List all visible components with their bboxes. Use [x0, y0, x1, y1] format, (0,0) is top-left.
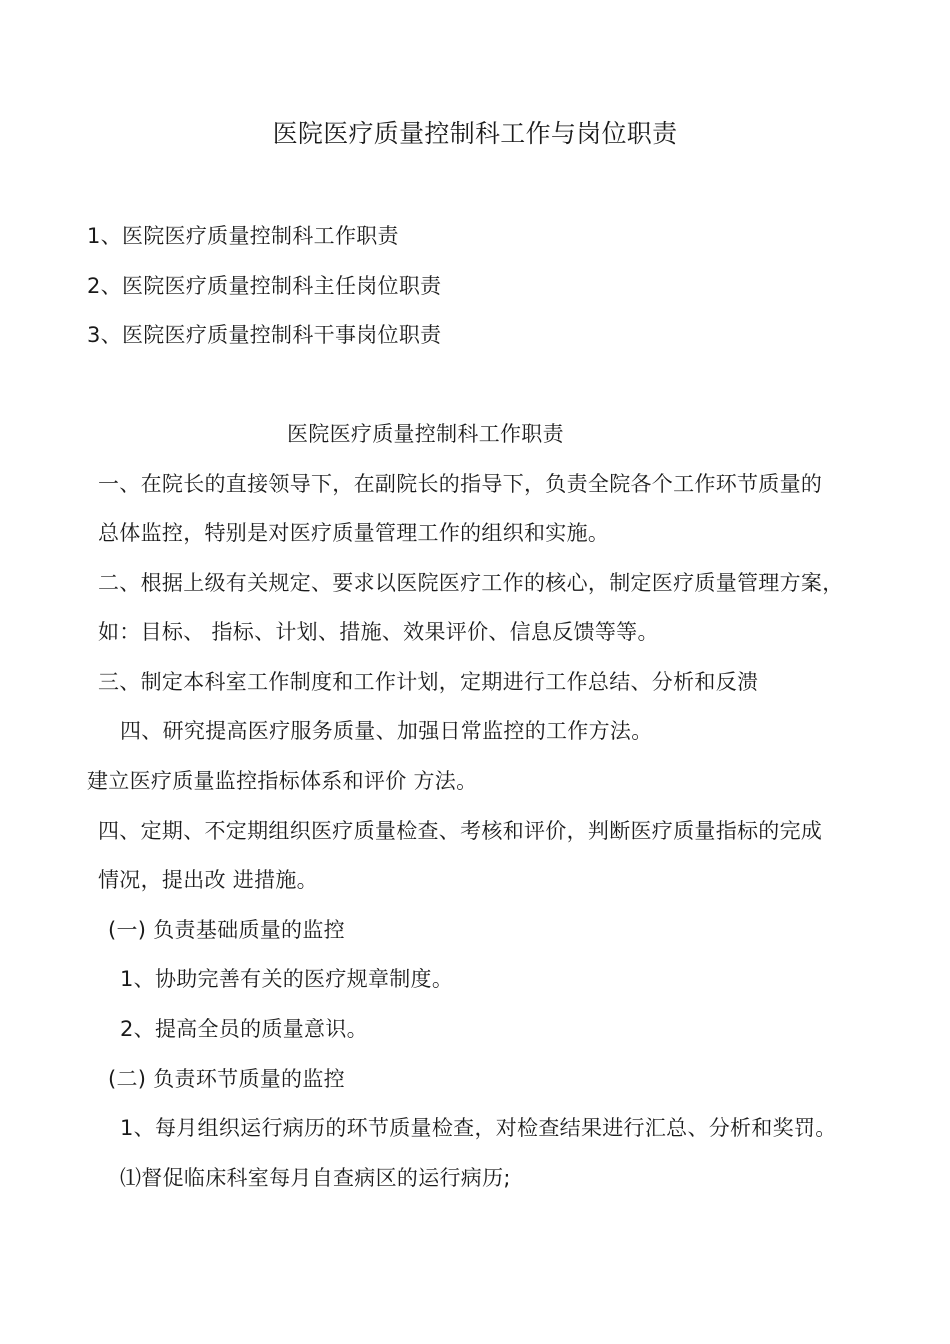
paragraph-line: 四、研究提高医疗服务质量、加强日常监控的工作方法。 [120, 719, 653, 743]
paragraph-line: 二、根据上级有关规定、要求以医院医疗工作的核心，制定医疗质量管理方案， [98, 571, 844, 595]
paragraph-line: 如：目标、 指标、计划、措施、效果评价、信息反馈等等。 [98, 620, 659, 644]
list-item: 2、提高全员的质量意识。 [120, 1017, 368, 1041]
document-title: 医院医疗质量控制科工作与岗位职责 [272, 119, 678, 148]
list-item: ⑴督促临床科室每月自查病区的运行病历; [120, 1166, 511, 1190]
toc-item-2: 2、医院医疗质量控制科主任岗位职责 [87, 274, 442, 298]
section-title: 医院医疗质量控制科工作职责 [287, 422, 564, 446]
toc-item-3: 3、医院医疗质量控制科干事岗位职责 [87, 323, 442, 347]
toc-item-1: 1、医院医疗质量控制科工作职责 [87, 224, 399, 248]
paragraph-line: 情况，提出改 进措施。 [98, 868, 318, 892]
paragraph-line: 一、在院长的直接领导下，在副院长的指导下，负责全院各个工作环节质量的 [98, 472, 823, 496]
list-item: 1、每月组织运行病历的环节质量检查，对检查结果进行汇总、分析和奖罚。 [120, 1116, 837, 1140]
paragraph-line: 四、定期、不定期组织医疗质量检查、考核和评价，判断医疗质量指标的完成 [98, 819, 823, 843]
subheading-line: (二) 负责环节质量的监控 [108, 1067, 345, 1091]
paragraph-line: 建立医疗质量监控指标体系和评价 方法。 [87, 769, 478, 793]
list-item: 1、协助完善有关的医疗规章制度。 [120, 967, 454, 991]
paragraph-line: 三、制定本科室工作制度和工作计划，定期进行工作总结、分析和反溃 [98, 670, 759, 694]
paragraph-line: 总体监控，特别是对医疗质量管理工作的组织和实施。 [98, 521, 610, 545]
subheading-line: (一) 负责基础质量的监控 [108, 918, 345, 942]
